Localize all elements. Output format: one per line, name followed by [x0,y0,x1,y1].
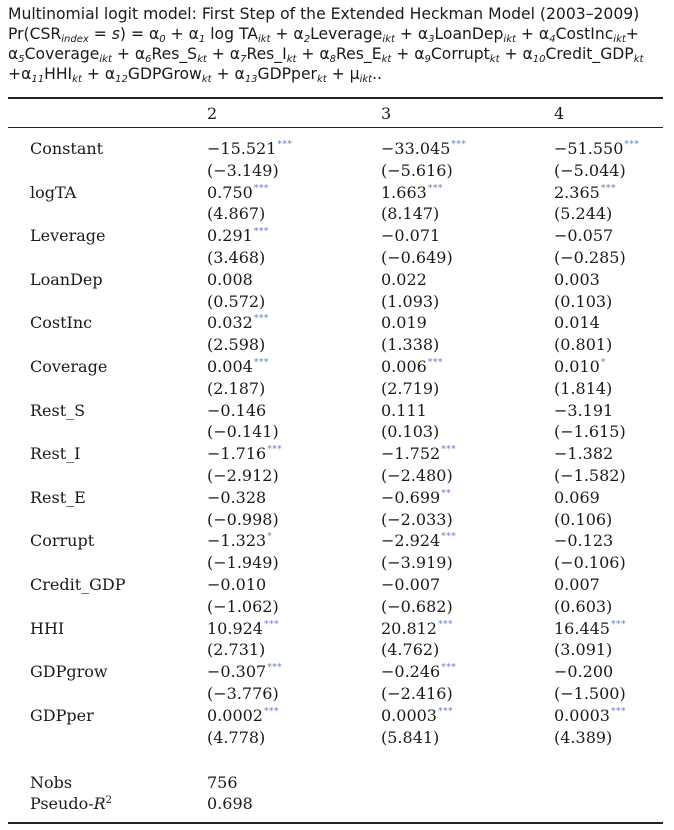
coefficient [207,356,269,378]
significance-stars: * [600,357,606,368]
t-statistic: (0.572) [207,291,266,311]
coefficient [554,530,626,552]
table-row [0,530,674,574]
row-label: CostInc [30,313,93,333]
coefficient-value: −0.010 [207,574,267,594]
coefficient-value: 0.022 [381,269,427,289]
row-label: Rest_E [30,487,86,507]
cell-col-3 [381,530,456,574]
top-rule [8,97,663,99]
model-equation-line-3: $+\alpha_{11}HHI_{kt}$ + $\alpha_{12}GDPGrow_{kt}$ + $\alpha_{13}GDPper_{kt} + \mu_{ikt}$.. [8,65,382,85]
significance-stars: * [267,532,273,543]
coefficient [207,312,269,334]
row-label: Credit_GDP [30,574,126,594]
t-statistic: (−1.615) [554,422,626,442]
row-label: Rest_S [30,400,86,420]
significance-stars: *** [267,445,283,456]
coefficient-value: 1.663 [381,182,427,202]
coefficient-value: 0.032 [207,313,253,333]
significance-stars: *** [277,140,293,150]
cell-col-3 [381,487,453,531]
coefficient-value: −2.924 [381,531,441,551]
cell-col-3 [381,138,466,182]
coefficient [381,400,439,422]
coefficient-value: −0.699 [381,487,441,507]
cell-col-2 [207,661,282,705]
table-row [0,182,674,226]
coefficient-value: −0.146 [207,400,267,420]
coefficient [207,487,279,509]
coefficient [554,269,612,291]
t-statistic: (0.103) [381,422,440,442]
t-statistic: (4.389) [554,727,613,747]
coefficient [207,138,292,160]
cell-col-4 [554,138,639,182]
cell-col-4 [554,530,626,574]
t-statistic: (−1.582) [554,465,626,485]
coefficient-value: −51.550 [554,139,624,158]
cell-col-2 [207,530,279,574]
coefficient [381,443,456,465]
significance-stars: *** [624,140,640,150]
t-statistic: (−3.776) [207,683,279,703]
column-header-4: 4 [554,104,565,123]
significance-stars: *** [437,619,453,630]
coefficient [207,574,279,596]
significance-stars: *** [263,619,279,630]
coefficient [207,225,269,247]
coefficient [554,661,626,683]
t-statistic: (0.603) [554,596,613,616]
t-statistic: (−5.616) [381,160,453,180]
coefficient-value: −0.007 [381,574,441,594]
cell-col-2 [207,618,279,662]
coefficient [207,269,265,291]
cell-col-2 [207,487,279,531]
t-statistic: (−1.949) [207,553,279,573]
cell-col-2 [207,225,269,269]
t-statistic: (5.244) [554,204,613,224]
significance-stars: *** [253,314,269,325]
table-row [0,312,674,356]
coefficient-value: 0.019 [381,313,427,333]
t-statistic: (3.468) [207,247,266,267]
coefficient-value: 20.812 [381,618,437,638]
significance-stars: *** [441,445,457,456]
table-row [0,138,674,182]
coefficient [381,269,439,291]
cell-col-2 [207,138,292,182]
t-statistic: (−0.106) [554,553,626,573]
cell-col-4 [554,618,626,662]
coefficient-value: 0.014 [554,313,600,333]
nobs-row [0,772,674,793]
coefficient [381,705,453,727]
significance-stars: *** [253,183,269,194]
coefficient [207,400,279,422]
coefficient [381,618,453,640]
cell-col-4 [554,705,626,749]
coefficient-value: 0.0003 [554,705,610,725]
coefficient-value: −1.716 [207,444,267,464]
cell-col-3 [381,182,443,226]
t-statistic: (−2.912) [207,465,279,485]
coefficient [381,312,439,334]
nobs-value: 756 [207,773,238,792]
cell-col-2 [207,356,269,400]
t-statistic: (1.093) [381,291,440,311]
coefficient-value: −0.246 [381,662,441,682]
significance-stars: *** [253,357,269,368]
cell-col-2 [207,182,269,226]
pseudo-r2-row [0,793,674,814]
row-label: Corrupt [30,531,95,551]
row-label: GDPgrow [30,662,108,682]
coefficient-table [0,138,674,748]
coefficient [554,225,626,247]
row-label: GDPper [30,705,94,725]
t-statistic: (8.147) [381,204,440,224]
table-row [0,443,674,487]
coefficient [554,400,626,422]
cell-col-2 [207,705,279,749]
t-statistic: (5.841) [381,727,440,747]
coefficient-value: −0.057 [554,226,614,246]
significance-stars: *** [441,663,457,674]
significance-stars: *** [610,619,626,630]
cell-col-4 [554,225,626,269]
coefficient-value: 16.445 [554,618,610,638]
coefficient-value: −0.328 [207,487,267,507]
coefficient [381,487,453,509]
cell-col-3 [381,356,443,400]
significance-stars: ** [441,488,452,499]
cell-col-2 [207,443,282,487]
t-statistic: (2.187) [207,378,266,398]
coefficient-value: 2.365 [554,182,600,202]
model-equation-line-2: $\alpha_5Coverage_{ikt}$ + $\alpha_6Res\_S_{kt}$ + $\alpha_7Res\_I_{kt}$ + $\alpha_8Res\_E_{kt}$ + $\alpha_9Corrupt_{kt}$ + $\alpha_{10}Credit\_GDP_{kt}$ [8,45,644,65]
cell-col-2 [207,312,269,356]
cell-col-4 [554,400,626,444]
coefficient [381,225,453,247]
coefficient [207,705,279,727]
significance-stars: *** [600,183,616,194]
cell-col-4 [554,443,626,487]
t-statistic: (−0.649) [381,247,453,267]
cell-col-2 [207,574,279,618]
coefficient-value: 0.0002 [207,705,263,725]
table-row [0,661,674,705]
coefficient-value: −0.071 [381,226,441,246]
coefficient-value: 0.007 [554,574,600,594]
coefficient [381,530,456,552]
t-statistic: (−2.416) [381,683,453,703]
significance-stars: *** [263,706,279,717]
coefficient [554,182,616,204]
significance-stars: *** [441,532,457,543]
coefficient [554,574,612,596]
coefficient [207,530,279,552]
coefficient [381,182,443,204]
nobs-label: Nobs [30,773,73,792]
cell-col-4 [554,312,612,356]
coefficient [381,356,443,378]
cell-col-4 [554,182,616,226]
cell-col-3 [381,661,456,705]
cell-col-4 [554,661,626,705]
coefficient-value: 0.006 [381,356,427,376]
row-label: Coverage [30,356,108,376]
table-row [0,400,674,444]
row-label: Constant [30,139,104,158]
t-statistic: (−2.480) [381,465,453,485]
significance-stars: *** [437,706,453,717]
row-label: Rest_I [30,444,81,464]
significance-stars: *** [610,706,626,717]
coefficient-value: 0.0003 [381,705,437,725]
column-header-3: 3 [381,104,392,123]
table-row [0,574,674,618]
coefficient [207,618,279,640]
coefficient-value: −1.752 [381,444,441,464]
t-statistic: (−5.044) [554,160,626,180]
cell-col-4 [554,487,612,531]
cell-col-3 [381,705,453,749]
coefficient [554,487,612,509]
coefficient [554,443,626,465]
cell-col-3 [381,225,453,269]
table-caption [8,4,668,84]
coefficient-value: −33.045 [381,139,451,158]
coefficient-value: −0.123 [554,531,614,551]
coefficient [381,661,456,683]
t-statistic: (−1.062) [207,596,279,616]
model-stats [0,772,674,814]
table-row [0,356,674,400]
significance-stars: *** [267,663,283,674]
cell-col-3 [381,618,453,662]
t-statistic: (−0.998) [207,509,279,529]
coefficient [554,618,626,640]
cell-col-3 [381,400,439,444]
significance-stars: *** [427,183,443,194]
coefficient-value: 0.004 [207,356,253,376]
coefficient [381,574,453,596]
coefficient-value: −0.307 [207,662,267,682]
coefficient-value: 0.010 [554,356,600,376]
coefficient-value: −15.521 [207,139,277,158]
cell-col-4 [554,574,612,618]
cell-col-3 [381,269,439,313]
header-rule [8,127,663,128]
t-statistic: (4.762) [381,640,440,660]
row-label: LoanDep [30,269,103,289]
model-equation-line-1: $Pr(CSR_{index} = s) = \alpha_0 + \alpha_1$ $\log TA_{ikt}$ + $\alpha_2Leverage_{ikt}$ + $\alpha_3LoanDep_{ikt}$ + $\alpha_4CostInc_{ikt}+$ [8,25,639,45]
coefficient-value: 0.003 [554,269,600,289]
coefficient-value: −3.191 [554,400,614,420]
row-label: logTA [30,182,77,202]
t-statistic: (−0.682) [381,596,453,616]
table-title: Multinomial logit model: First Step of the Extended Heckman Model (2003–2009) [8,5,640,23]
t-statistic: (−0.141) [207,422,279,442]
table-row [0,487,674,531]
t-statistic: (−3.149) [207,160,279,180]
coefficient-value: 10.924 [207,618,263,638]
cell-col-3 [381,574,453,618]
t-statistic: (2.719) [381,378,440,398]
coefficient-value: −0.200 [554,662,614,682]
cell-col-4 [554,269,612,313]
t-statistic: (−1.500) [554,683,626,703]
pseudo-r2-label: Pseudo-$R^2$ [30,794,113,813]
row-label: HHI [30,618,65,638]
t-statistic: (3.091) [554,640,613,660]
coefficient-value: −1.382 [554,444,614,464]
significance-stars: *** [427,357,443,368]
table-row [0,705,674,749]
coefficient-value: −1.323 [207,531,267,551]
coefficient [381,138,466,160]
coefficient [554,138,639,160]
t-statistic: (−3.919) [381,553,453,573]
t-statistic: (2.731) [207,640,266,660]
coefficient [554,312,612,334]
significance-stars: *** [253,227,269,238]
significance-stars: *** [451,140,467,150]
coefficient [554,705,626,727]
coefficient-value: 0.750 [207,182,253,202]
coefficient-value: 0.111 [381,400,427,420]
coefficient-value: 0.291 [207,226,253,246]
t-statistic: (0.801) [554,335,613,355]
t-statistic: (−2.033) [381,509,453,529]
table-row [0,269,674,313]
cell-col-2 [207,269,265,313]
table-row [0,618,674,662]
bottom-rule [8,822,663,824]
t-statistic: (1.338) [381,335,440,355]
coefficient-value: 0.008 [207,269,253,289]
t-statistic: (2.598) [207,335,266,355]
cell-col-4 [554,356,612,400]
row-label: Leverage [30,226,106,246]
pseudo-r2-value: 0.698 [207,794,253,813]
cell-col-3 [381,312,439,356]
t-statistic: (4.867) [207,204,266,224]
coefficient [207,443,282,465]
coefficient [207,661,282,683]
t-statistic: (1.814) [554,378,613,398]
cell-col-3 [381,443,456,487]
table-row [0,225,674,269]
column-header-2: 2 [207,104,218,123]
coefficient [554,356,612,378]
t-statistic: (0.106) [554,509,613,529]
t-statistic: (4.778) [207,727,266,747]
coefficient-value: 0.069 [554,487,600,507]
t-statistic: (0.103) [554,291,613,311]
coefficient [207,182,269,204]
t-statistic: (−0.285) [554,247,626,267]
cell-col-2 [207,400,279,444]
